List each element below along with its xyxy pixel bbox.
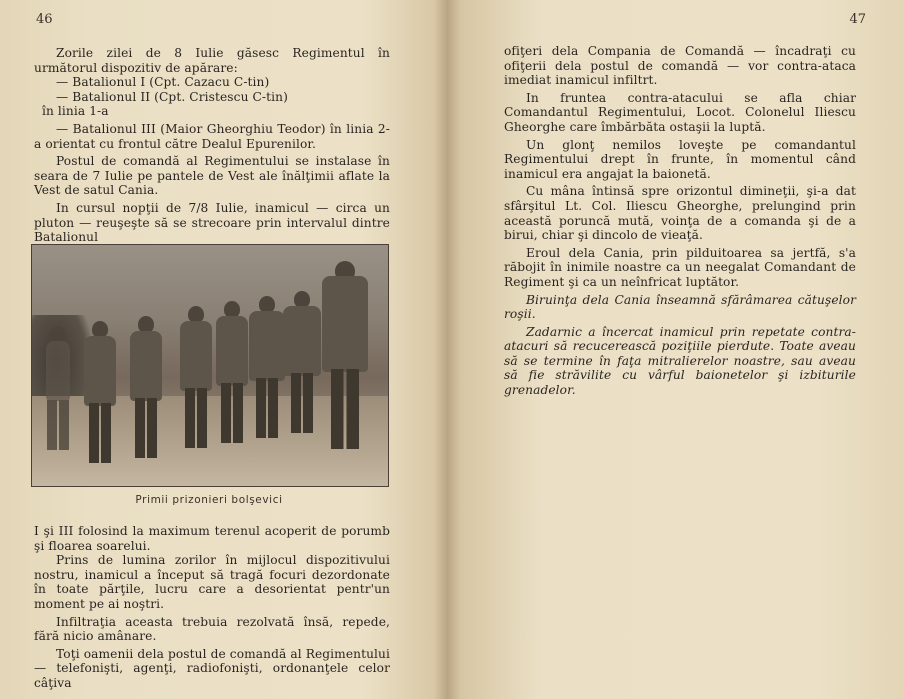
paragraph: Zorile zilei de 8 Iulie găsesc Regimentul în următorul dispozitiv de apărare: [34,46,390,75]
paragraph: In cursul nopţii de 7/8 Iulie, inamicul — circa un pluton — reuşeşte să se strecoare prin intervalul dintre Batalionul [34,200,390,245]
photo-caption: Primii prizonieri bolşevici [135,494,283,506]
paragraph: Un glonţ nemilos loveşte pe comandantul Regimentului drept în frunte, în momentul când inamicul era angajat la baionetă. [504,137,856,181]
left-page-bottom-text [34,524,390,691]
left-page [0,0,448,699]
paragraph: Prins de lumina zorilor în mijlocul dispozitivului nostru, inamicul a început să tragă focuri dezordonate în toate părţile, lucru care a desorientat pentr'un moment pe ai noştri. [34,553,390,611]
page-number-right: 47 [849,12,866,27]
paragraph: Infiltraţia aceasta trebuia rezolvată însă, repede, fără nicio amânare. [34,614,390,644]
list-item: — Batalionul I (Cpt. Cazacu C-tin) [56,75,270,90]
page-number-left: 46 [36,12,53,27]
paragraph: Postul de comandă al Regimentului se instalase în seara de 7 Iulie pe pantele de Vest ale înălţimii aflate la Vest de satul Cania. [34,154,390,198]
right-page [458,0,904,699]
italic-paragraph: Zadarnic a încercat inamicul prin repetate contra-atacuri să recucerească poziţiile pierdute. Toate aveau să se termine în faţa mitralierelor noastre, sau aveau să fie străvilite cu vârful baionetelor şi izbiturile grenadelor. [504,324,856,398]
list-item: — Batalionul III (Maior Gheorghiu Teodor) în linia 2-a orientat cu frontul către Dealul Epurenilor. [34,121,390,151]
photograph-soldiers [31,244,389,487]
paragraph: I şi III folosind la maximum terenul acoperit de porumb şi floarea soarelui. [34,524,390,553]
paragraph: ofiţeri dela Compania de Comandă — încadraţi cu ofiţerii dela postul de comandă — vor contra-ataca imediat inamicul infiltrt. [504,44,856,88]
paragraph: Eroul dela Cania, prin pilduitoarea sa jertfă, s'a răbojit în inimile noastre ca un neegalat Comandant de Regiment şi ca un neînfricat luptător. [504,245,856,289]
left-page-top-text [34,46,390,245]
right-page-text [504,44,856,398]
paragraph: In fruntea contra-atacului se afla chiar Comandantul Regimentului, Locot. Colonelul Iliescu Gheorghe care îmbărbăta ostaşii la luptă. [504,90,856,134]
list-item: — Batalionul II (Cpt. Cristescu C-tin) [56,89,288,104]
paragraph: Toţi oamenii dela postul de comandă al Regimentului — telefonişti, agenţi, radiofonişti, ordonanţele celor câţiva [34,646,390,690]
paragraph: Cu mâna întinsă spre orizontul dimineţii, şi-a dat sfârşitul Lt. Col. Iliescu Gheorghe, prelungind prin această poruncă mută, voinţa de a comanda şi de a birui, chiar şi dincolo de vieaţă. [504,184,856,243]
list-item-continuation: în linia 1-a [42,104,109,119]
italic-paragraph: Biruinţa dela Cania înseamnă sfărâmarea cătuşelor roşii. [504,292,856,322]
